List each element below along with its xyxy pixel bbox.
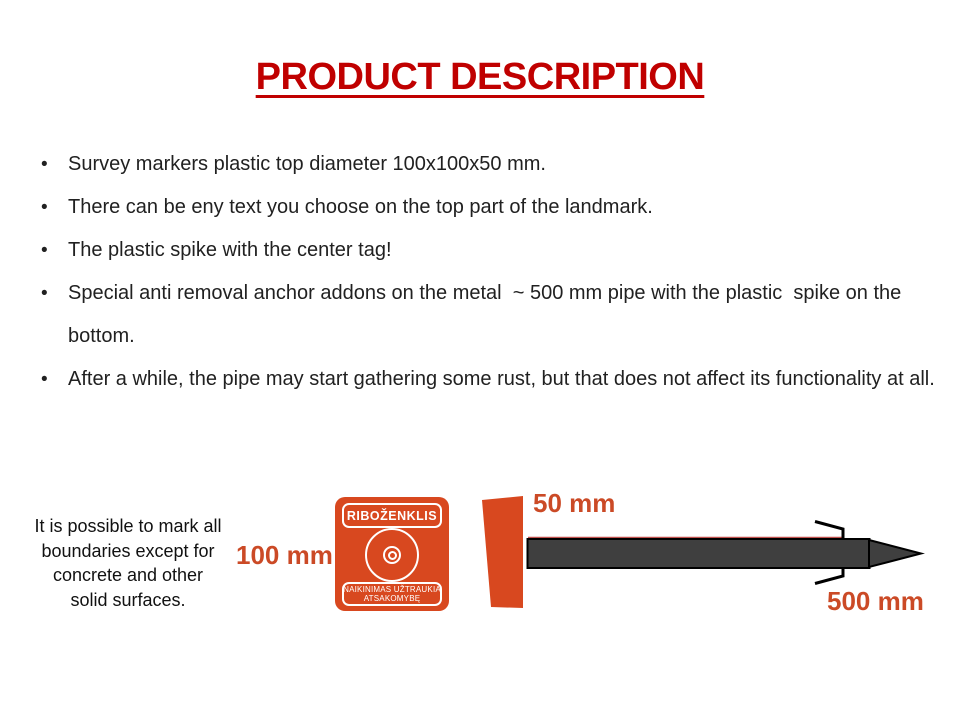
marker-label-title: RIBOŽENKLIS [342,503,442,528]
marker-warning-line: NAIKINIMAS UŽTRAUKIA [343,585,441,594]
caption-line: boundaries except for [41,540,215,561]
bullet-icon: • [41,197,48,218]
spike-tip [869,540,921,567]
list-item [30,358,942,401]
bullet-text: Survey markers plastic top diameter 100x100x50 mm. [68,153,546,175]
bullet-icon: • [41,369,48,390]
bullet-text: After a while, the pipe may start gathering some rust, but that does not affect its functionality at all. [68,368,935,390]
caption-line: concrete and other [52,565,204,585]
list-item [30,229,942,272]
bullet-text: Special anti removal anchor addons on the metal ~ 500 mm pipe with the plastic spike on the bottom. [68,282,907,347]
caption-block [28,514,228,612]
bullet-list [30,143,942,401]
marker-center-ring-icon [383,546,401,564]
bullet-icon: • [41,283,48,304]
dimension-label-top-thickness: 50 mm [533,488,616,518]
marker-label [335,497,449,611]
bullet-icon: • [41,154,48,175]
marker-warning-line: ATSAKOMYBĘ [363,594,421,603]
marker-center-dot-icon [388,551,397,560]
list-item [30,186,942,229]
plastic-top-side-shape [482,496,523,608]
caption-line: solid surfaces. [70,589,186,610]
bullet-text: There can be eny text you choose on the top part of the landmark. [68,196,653,218]
marker-label-warning [342,582,442,606]
anchor-barb-top [815,522,843,540]
dimension-label-top-width: 100 mm [236,540,333,570]
list-item [30,272,942,358]
caption-line: It is possible to mark all [34,516,222,536]
bullet-icon: • [41,240,48,261]
page-title: PRODUCT DESCRIPTION [255,56,705,98]
marker-disc-icon [365,528,419,582]
list-item [30,143,942,186]
bullet-text: The plastic spike with the center tag! [68,239,392,261]
dimension-label-pipe-length: 500 mm [827,586,924,616]
anchor-barb-bottom [815,567,843,584]
pipe-shape [528,539,870,568]
